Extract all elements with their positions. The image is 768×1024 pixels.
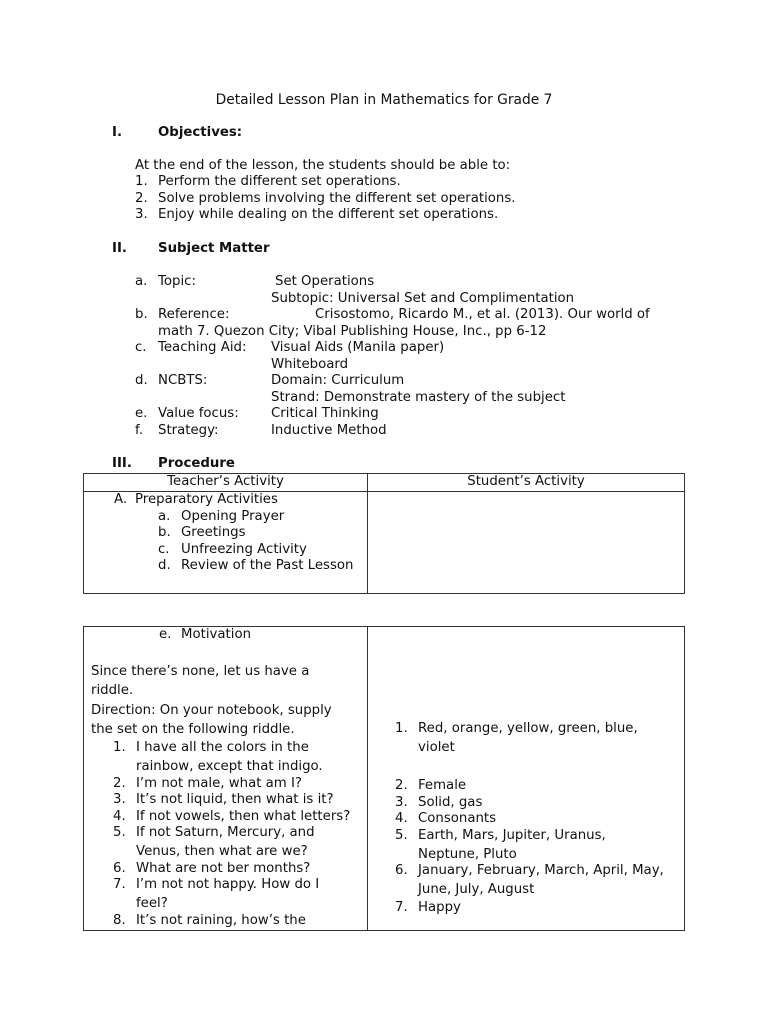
subject-item-extra: Strand: Demonstrate mastery of the subject bbox=[271, 389, 566, 405]
riddle-number: 2. bbox=[113, 775, 126, 791]
preparatory-item-letter: d. bbox=[158, 558, 171, 573]
section-letter: A. bbox=[114, 492, 128, 507]
teacher-activity-header: Teacher’s Activity bbox=[167, 474, 284, 489]
objectives-intro: At the end of the lesson, the students should be able to: bbox=[135, 158, 511, 173]
answer-line: violet bbox=[418, 740, 455, 755]
answer-number: 4. bbox=[395, 811, 408, 826]
objective-item: Perform the different set operations. bbox=[158, 174, 401, 189]
subject-item-value: Critical Thinking bbox=[271, 406, 379, 421]
subject-item-label: Value focus: bbox=[158, 406, 239, 421]
answer-number: 2. bbox=[395, 778, 408, 793]
riddle-number: 8. bbox=[113, 912, 126, 928]
subject-item-label: Teaching Aid: bbox=[158, 340, 247, 355]
procedure-heading: Procedure bbox=[158, 456, 235, 471]
section-label: Preparatory Activities bbox=[135, 492, 278, 507]
subject-item-value: Crisostomo, Ricardo M., et al. (2013). Our world of bbox=[315, 307, 650, 322]
answer-line: Neptune, Pluto bbox=[418, 847, 517, 862]
subject-item-value: Set Operations bbox=[275, 274, 375, 289]
riddle-number: 5. bbox=[113, 825, 126, 840]
answer-line: Female bbox=[418, 778, 467, 793]
answer-line: Red, orange, yellow, green, blue, bbox=[418, 721, 638, 736]
document-title: Detailed Lesson Plan in Mathematics for Grade 7 bbox=[215, 92, 553, 108]
preparatory-item-letter: a. bbox=[158, 508, 171, 524]
motivation-letter: e. bbox=[159, 627, 172, 642]
objective-item: Solve problems involving the different set operations. bbox=[158, 190, 516, 206]
subject-matter-heading: Subject Matter bbox=[158, 241, 270, 256]
subject-item-label: Reference: bbox=[158, 307, 230, 322]
preparatory-item-letter: c. bbox=[158, 541, 170, 557]
subject-item-label: Strategy: bbox=[158, 422, 219, 438]
riddle-line: What are not ber months? bbox=[136, 860, 311, 876]
objective-number: 2. bbox=[135, 190, 148, 206]
answer-line: Happy bbox=[418, 900, 461, 915]
motivation-intro-line: Since there’s none, let us have a bbox=[91, 664, 310, 679]
answer-line: June, July, August bbox=[418, 882, 535, 897]
riddle-number: 4. bbox=[113, 808, 126, 824]
student-activity-header: Student’s Activity bbox=[467, 474, 585, 489]
riddle-line: I’m not male, what am I? bbox=[136, 775, 302, 791]
motivation-intro-line: the set on the following riddle. bbox=[91, 722, 295, 737]
riddle-number: 1. bbox=[113, 740, 126, 755]
motivation-intro-line: riddle. bbox=[91, 683, 134, 698]
preparatory-item-letter: b. bbox=[158, 525, 171, 540]
answer-number: 3. bbox=[395, 795, 408, 810]
preparatory-item: Review of the Past Lesson bbox=[181, 558, 354, 573]
subject-item-value: Inductive Method bbox=[271, 422, 387, 438]
subject-item-extra: Subtopic: Universal Set and Complimentation bbox=[271, 290, 575, 306]
subject-item-letter: b. bbox=[135, 307, 148, 322]
subject-item-value: Domain: Curriculum bbox=[271, 373, 405, 388]
subject-item-letter: e. bbox=[135, 406, 148, 421]
riddle-line: Venus, then what are we? bbox=[136, 844, 308, 859]
subject-item-letter: c. bbox=[135, 340, 147, 355]
subject-item-label: Topic: bbox=[158, 274, 196, 289]
answer-number: 1. bbox=[395, 721, 408, 736]
riddle-number: 6. bbox=[113, 860, 126, 876]
riddle-line: It’s not raining, how’s the bbox=[136, 912, 306, 928]
preparatory-item: Unfreezing Activity bbox=[181, 541, 307, 557]
riddle-line: If not vowels, then what letters? bbox=[136, 808, 351, 824]
objective-item: Enjoy while dealing on the different set operations. bbox=[158, 207, 499, 222]
riddle-line: rainbow, except that indigo. bbox=[136, 759, 323, 774]
column-divider bbox=[367, 627, 368, 930]
riddle-number: 7. bbox=[113, 877, 126, 892]
subject-item-extra: Whiteboard bbox=[271, 356, 349, 372]
answer-line: Consonants bbox=[418, 811, 497, 826]
subject-item-letter: a. bbox=[135, 274, 148, 289]
subject-item-letter: f. bbox=[135, 422, 143, 438]
procedure-table-2 bbox=[83, 626, 685, 931]
answer-line: January, February, March, April, May, bbox=[418, 863, 664, 878]
subject-matter-numeral: II. bbox=[112, 241, 127, 256]
subject-item-extra: math 7. Quezon City; Vibal Publishing House, Inc., pp 6-12 bbox=[158, 323, 547, 339]
riddle-line: feel? bbox=[136, 896, 168, 911]
riddle-line: If not Saturn, Mercury, and bbox=[136, 825, 315, 840]
objective-number: 1. bbox=[135, 174, 148, 189]
objectives-heading: Objectives: bbox=[158, 125, 243, 140]
preparatory-item: Greetings bbox=[181, 525, 246, 540]
answer-number: 5. bbox=[395, 828, 408, 843]
procedure-numeral: III. bbox=[112, 456, 132, 471]
preparatory-item: Opening Prayer bbox=[181, 508, 285, 524]
motivation-label: Motivation bbox=[181, 627, 252, 642]
riddle-number: 3. bbox=[113, 792, 126, 807]
answer-number: 6. bbox=[395, 863, 408, 878]
answer-line: Earth, Mars, Jupiter, Uranus, bbox=[418, 828, 606, 843]
objective-number: 3. bbox=[135, 207, 148, 222]
riddle-line: I have all the colors in the bbox=[136, 740, 309, 755]
subject-item-value: Visual Aids (Manila paper) bbox=[271, 340, 445, 355]
answer-number: 7. bbox=[395, 900, 408, 915]
riddle-line: I’m not not happy. How do I bbox=[136, 877, 320, 892]
riddle-line: It’s not liquid, then what is it? bbox=[136, 792, 334, 807]
subject-item-label: NCBTS: bbox=[158, 373, 208, 388]
objectives-numeral: I. bbox=[112, 125, 122, 140]
procedure-table-1 bbox=[83, 473, 685, 594]
subject-item-letter: d. bbox=[135, 373, 148, 388]
answer-line: Solid, gas bbox=[418, 795, 483, 810]
motivation-intro-line: Direction: On your notebook, supply bbox=[91, 703, 332, 718]
